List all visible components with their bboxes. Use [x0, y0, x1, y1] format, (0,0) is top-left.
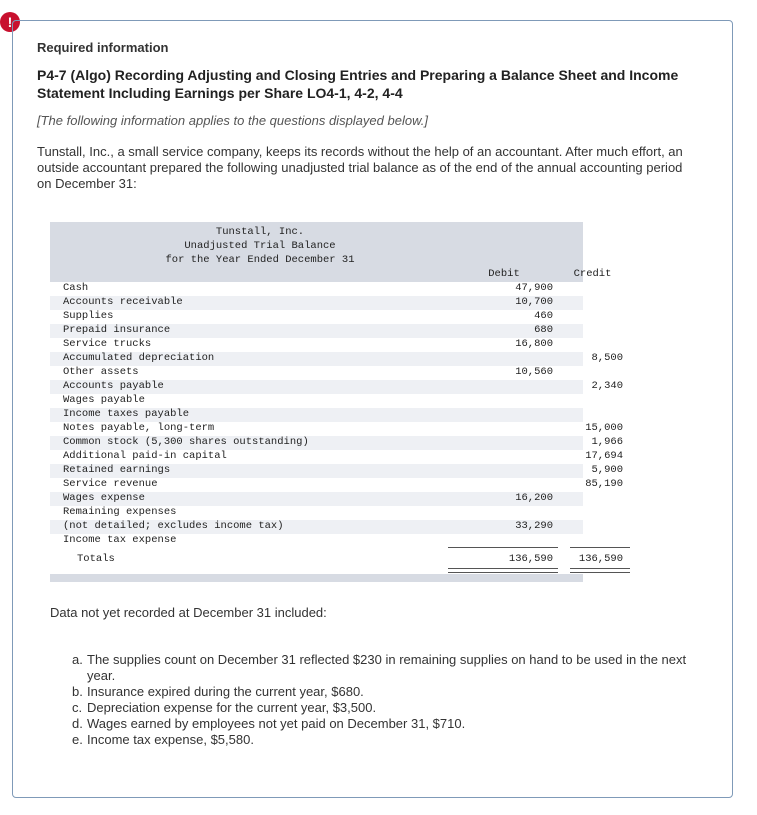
list-item	[72, 716, 702, 732]
debit-amount: 16,200	[515, 492, 553, 504]
debit-amount: 33,290	[515, 520, 553, 532]
table-row	[50, 310, 583, 324]
table-row	[50, 436, 623, 450]
item-letter: c.	[72, 700, 83, 715]
totals-debit: 136,590	[508, 553, 553, 565]
credit-amount: 17,694	[585, 450, 623, 462]
account-name: Service revenue	[63, 478, 158, 490]
account-name: Additional paid-in capital	[63, 450, 227, 462]
debit-amount: 680	[534, 324, 553, 336]
trial-balance-table	[50, 222, 623, 582]
item-text: The supplies count on December 31 reflected $230 in remaining supplies on hand to be used in the next year.	[87, 652, 687, 683]
table-row	[50, 352, 623, 366]
item-text: Insurance expired during the current year, $680.	[87, 684, 364, 699]
account-name: Common stock (5,300 shares outstanding)	[63, 436, 309, 448]
intro-paragraph: Tunstall, Inc., a small service company, keeps its records without the help of an accountant. After much effort, an outside accountant prepared the following unadjusted trial balance as of the end of the annual accounting period on December 31:	[37, 144, 683, 191]
credit-amount: 2,340	[591, 380, 623, 392]
credit-amount: 8,500	[591, 352, 623, 364]
credit-amount: 15,000	[585, 422, 623, 434]
account-name: Retained earnings	[63, 464, 171, 476]
company-name: Tunstall, Inc.	[215, 226, 305, 238]
table-row	[50, 520, 583, 534]
account-name: (not detailed; excludes income tax)	[63, 520, 284, 532]
account-name: Wages payable	[63, 394, 145, 406]
credit-amount: 1,966	[591, 436, 623, 448]
totals-row	[50, 547, 623, 573]
debit-amount: 460	[534, 310, 553, 322]
adjustment-items-list	[72, 652, 702, 748]
credit-amount: 5,900	[591, 464, 623, 476]
item-text: Wages earned by employees not yet paid on December 31, $710.	[87, 716, 466, 731]
statement-period: for the Year Ended December 31	[165, 254, 355, 266]
table-row	[50, 450, 623, 464]
account-name: Supplies	[63, 310, 114, 322]
item-letter: e.	[72, 732, 83, 747]
problem-title: P4-7 (Algo) Recording Adjusting and Closing Entries and Preparing a Balance Sheet and Income Statement Including Earnings per Share LO4-1, 4-2, 4-4	[37, 67, 679, 101]
table-row	[50, 464, 623, 478]
table-row	[50, 492, 583, 506]
debit-amount: 10,700	[515, 296, 553, 308]
list-item	[72, 684, 702, 700]
table-row	[50, 282, 583, 296]
table-row	[50, 478, 623, 492]
table-row	[50, 394, 583, 408]
table-row	[50, 366, 583, 380]
account-name: Prepaid insurance	[63, 324, 171, 336]
debit-amount: 10,560	[515, 366, 553, 378]
debit-amount: 47,900	[515, 282, 553, 294]
required-info-label: Required information	[37, 40, 169, 55]
table-row	[50, 296, 583, 310]
account-name: Income tax expense	[63, 534, 177, 546]
table-row	[50, 324, 583, 338]
item-text: Income tax expense, $5,580.	[87, 732, 254, 747]
list-item	[72, 700, 702, 716]
alert-icon: !	[0, 12, 20, 32]
item-letter: a.	[72, 652, 83, 667]
item-text: Depreciation expense for the current year, $3,500.	[87, 700, 377, 715]
account-name: Service trucks	[63, 338, 152, 350]
account-name: Accumulated depreciation	[63, 352, 215, 364]
account-name: Remaining expenses	[63, 506, 177, 518]
table-row	[50, 408, 583, 422]
account-name: Accounts receivable	[63, 296, 183, 308]
debit-header: Debit	[488, 268, 520, 280]
item-letter: d.	[72, 716, 83, 731]
account-name: Other assets	[63, 366, 139, 378]
item-letter: b.	[72, 684, 83, 699]
instruction-note: [The following information applies to the questions displayed below.]	[37, 113, 428, 128]
table-row	[50, 380, 623, 394]
table-row	[50, 422, 623, 436]
account-name: Notes payable, long-term	[63, 422, 215, 434]
totals-credit: 136,590	[578, 553, 623, 565]
totals-label: Totals	[77, 553, 115, 565]
credit-amount: 85,190	[585, 478, 623, 490]
account-name: Cash	[63, 282, 89, 294]
list-item	[72, 732, 702, 748]
statement-name: Unadjusted Trial Balance	[184, 240, 336, 252]
credit-header: Credit	[573, 268, 612, 280]
table-row	[50, 506, 583, 520]
table-row	[50, 534, 583, 548]
account-name: Wages expense	[63, 492, 145, 504]
account-name: Income taxes payable	[63, 408, 190, 420]
debit-amount: 16,800	[515, 338, 553, 350]
account-name: Accounts payable	[63, 380, 164, 392]
table-row	[50, 338, 583, 352]
table-footer	[50, 574, 583, 582]
data-not-recorded-label: Data not yet recorded at December 31 included:	[50, 605, 327, 620]
list-item	[72, 652, 702, 684]
